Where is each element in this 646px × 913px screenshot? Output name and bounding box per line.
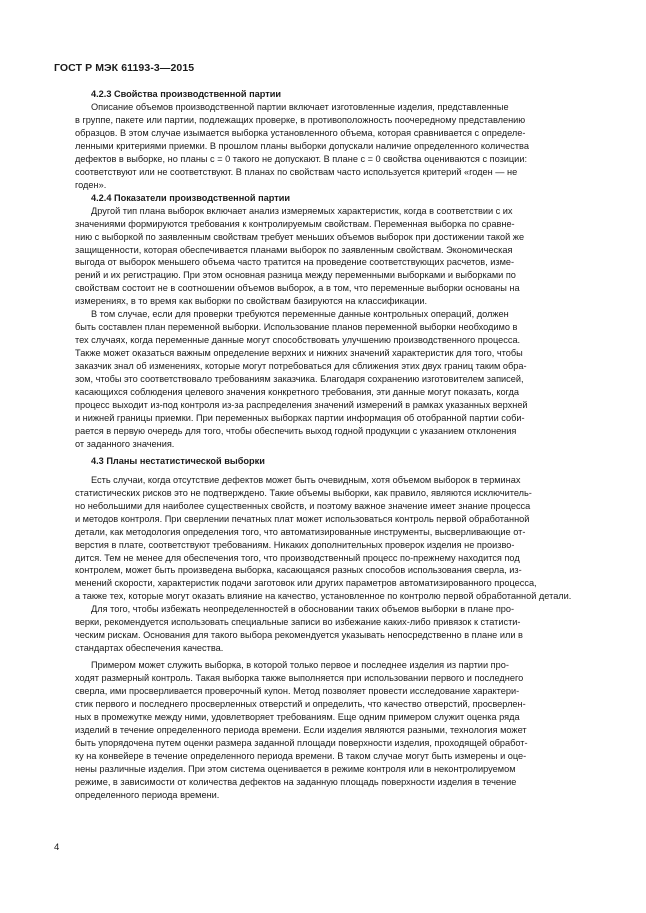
text-line: Другой тип плана выборок включает анализ измеряемых характеристик, когда в соответствии с их bbox=[91, 205, 513, 216]
text-line: сверла, ими просверливается проверочный купон. Метод позволяет провести исследование характери- bbox=[75, 686, 520, 697]
text-line: режиме, в зависимости от количества дефектов на заданную площадь поверхности изделия в течение bbox=[75, 776, 517, 787]
text-line: в группе, пакете или партии, подлежащих проверке, в противоположность поочередному представлению bbox=[75, 114, 526, 125]
text-line: определенного периода времени. bbox=[75, 789, 220, 800]
text-line: нию с выборкой по заявленным свойствам требует меньших объемов выборок при достижении такой же bbox=[75, 231, 525, 242]
text-line: соответствуют или не соответствуют. В планах по свойствам часто используется критерий «годен — не bbox=[75, 166, 518, 177]
text-line: процесс выходит из-под контроля из-за распределения значений измерений в рамках указанных верхней bbox=[75, 399, 528, 410]
text-line: выгода от выборок меньшего объема часто тратится на проведение соответствующих расчетов, изме- bbox=[75, 257, 515, 268]
text-line: Описание объемов производственной партии включает изготовленные изделия, представленные bbox=[91, 102, 509, 112]
text-line: измерениях, в то время как выборки по свойствам базируются на классификации. bbox=[75, 296, 428, 307]
text-line: ленными критериями приемки. В прошлом планы выборки допускали наличие определенного количества bbox=[75, 140, 529, 151]
text-line: но небольшими для наиболее существенных свойств, и поэтому важное значение имеет знание процесса bbox=[75, 500, 531, 511]
text-line: и методов контроля. При сверлении печатных плат может использоваться контроль первой обработанной bbox=[75, 513, 530, 524]
text-line: Для того, чтобы избежать неопределенностей в обосновании таких объемов выборки в плане про- bbox=[91, 604, 515, 615]
document-body bbox=[75, 88, 597, 802]
page-number: 4 bbox=[54, 842, 60, 853]
paragraph bbox=[75, 659, 597, 801]
text-line: статистических рисков это не подтверждено. Такие объемы выборки, как правило, являются исключитель- bbox=[75, 487, 532, 498]
text-line: В том случае, если для проверки требуются переменные данные контрольных операций, должен bbox=[91, 309, 509, 320]
section-heading: 4.2.4 Показатели производственной партии bbox=[91, 192, 291, 203]
text-line: свойствам состоит не в соотношении объемов выборок, а в том, что переменные выборки основаны на bbox=[75, 283, 520, 294]
text-line: от заданного значения. bbox=[75, 438, 175, 449]
text-line: ных в промежутке между ними, удовлетворяет требованиям. Еще одним примером служит оценка ряда bbox=[75, 711, 520, 722]
text-line: верки, рекомендуется использовать специальные записи во избежание каких-либо привязок к статисти- bbox=[75, 617, 521, 628]
text-line: стандартах обеспечения качества. bbox=[75, 643, 224, 654]
text-line: стик первого и последнего просверленных отверстий и определить, что качество отверстий, просверлен- bbox=[75, 698, 526, 709]
text-line: ку на конвейере в течение определенного периода времени. В таком случае могут быть измерены и оце- bbox=[75, 750, 527, 761]
text-line: быть составлен план переменной выборки. Использование планов переменной выборки необходимо в bbox=[75, 322, 518, 333]
text-line: ческим рискам. Основания для такого выбора рекомендуется указывать непосредственно в плане или в bbox=[75, 630, 523, 641]
section-heading: 4.3 Планы нестатистической выборки bbox=[91, 455, 265, 466]
text-line: значениями формируются требования к контролируемым свойствам. Переменная выборка по сравне- bbox=[75, 218, 515, 229]
text-line: касающихся соблюдения целевого значения конкретного требования, эти данные могут показать, когда bbox=[75, 387, 519, 398]
text-line: рений и их регистрацию. При этом основная разница между переменными выборками и выборками по bbox=[75, 270, 516, 281]
paragraph bbox=[75, 101, 597, 192]
text-line: рается в первую очередь для того, чтобы обеспечить выход годной продукции с указанием отклонения bbox=[75, 425, 517, 436]
text-line: Примером может служить выборка, в которой только первое и последнее изделия из партии про- bbox=[91, 660, 509, 671]
text-line: нены различные изделия. При этом система оценивается в режиме контроля или в неконтролируемом bbox=[75, 763, 516, 774]
text-line: контролем, может быть произведена выборка, касающаяся разных способов использования сверла, из- bbox=[75, 565, 522, 576]
text-line: менений скорости, характеристик подачи заготовок или других параметров автоматизированного процесса, bbox=[75, 578, 537, 589]
text-line: детали, как методология определения того, что автоматизированные инструменты, высверливающие от- bbox=[75, 526, 526, 537]
text-line: образцов. В этом случае изымается выборка установленного объема, которая сравнивается с определе- bbox=[75, 127, 526, 138]
section-heading: 4.2.3 Свойства производственной партии bbox=[91, 89, 282, 99]
paragraph bbox=[75, 603, 597, 655]
text-line: изделий в течение определенного периода времени. Если изделия являются разными, технология может bbox=[75, 724, 527, 735]
text-line: заказчик знал об изменениях, которые могут потребоваться для сближения этих двух границ таким обра- bbox=[75, 361, 527, 372]
paragraph bbox=[75, 308, 597, 450]
text-line: а также тех, которые могут оказать влияние на качество, установленное по контролю первой обработанной детали. bbox=[75, 591, 572, 602]
text-line: быть упорядочена путем оценки размера заданной площади поверхности изделия, проходящей обработ- bbox=[75, 737, 528, 748]
paragraph bbox=[75, 474, 597, 604]
text-line: защищенности, которая обеспечивается планами выборок по заявленным свойствам. Экономическая bbox=[75, 244, 513, 255]
text-line: дится. Тем не менее для обеспечения того, что производственный процесс по-прежнему находится под bbox=[75, 552, 520, 563]
paragraph bbox=[75, 205, 597, 309]
text-line: дефектов в выборке, но планы c = 0 такого не допускают. В плане c = 0 свойства оцениваются с позиции: bbox=[75, 153, 528, 164]
text-line: ходят размерный контроль. Такая выборка также выполняется при использовании первого и последнего bbox=[75, 673, 524, 684]
text-line: и нижней границы приемки. При переменных выборках партии информация об отобранной партии соби- bbox=[75, 412, 525, 423]
text-line: Также может оказаться важным определение верхних и нижних значений характеристик для того, чтобы bbox=[75, 348, 523, 359]
text-line: зом, чтобы это соответствовало требованиям заказчика. Благодаря сохранению изготовителем записей, bbox=[75, 374, 524, 385]
text-line: верстия в плате, соответствуют требованиям. Никаких дополнительных проверок изделия не произво- bbox=[75, 539, 515, 550]
text-line: годен». bbox=[75, 179, 107, 190]
text-line: тех случаях, когда переменные данные могут способствовать улучшению производственного процесса. bbox=[75, 335, 521, 346]
text-line: Есть случаи, когда отсутствие дефектов может быть очевидным, хотя объемом выборок в терминах bbox=[91, 474, 521, 485]
document-header: ГОСТ Р МЭК 61193-3—2015 bbox=[54, 62, 195, 74]
